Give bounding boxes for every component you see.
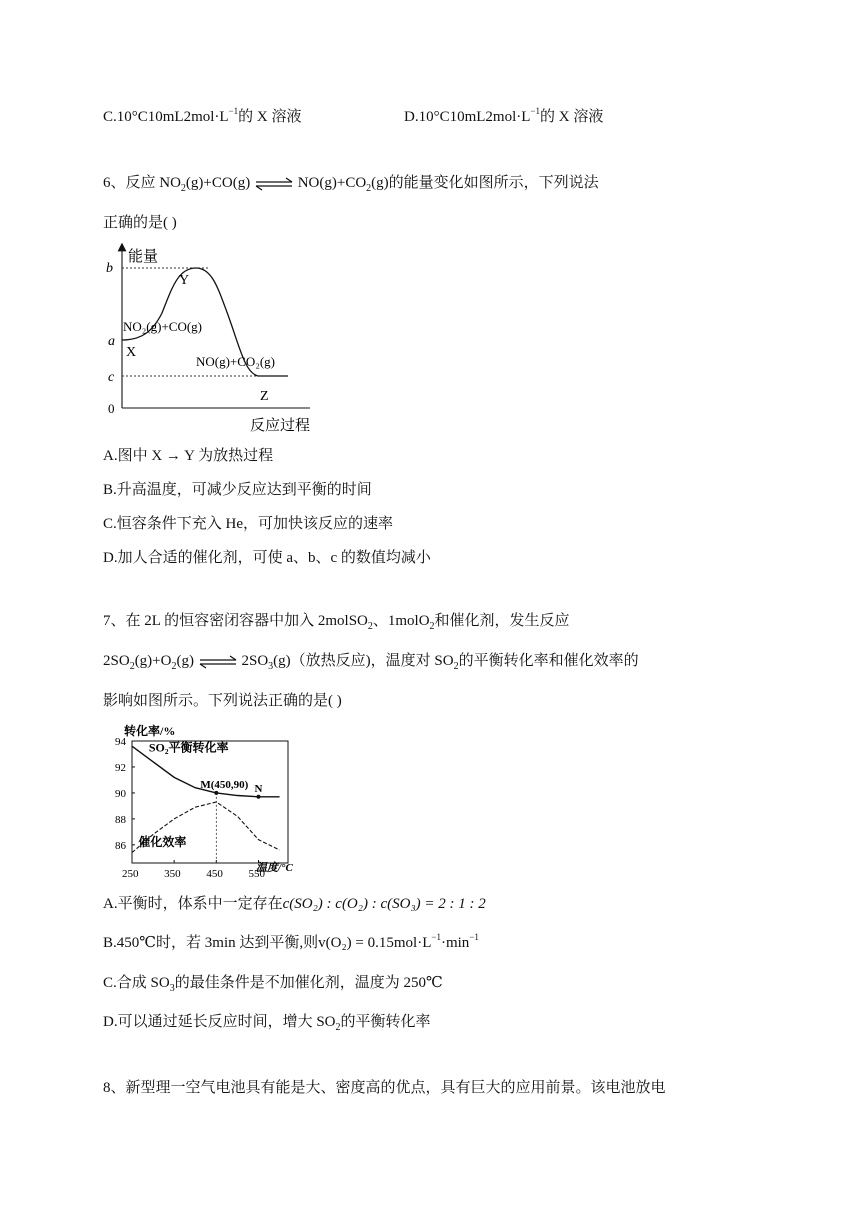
x-tick-label: 550 bbox=[248, 868, 265, 880]
q6-option-c: C.恒容条件下充入 He，可加快该反应的速率 bbox=[103, 516, 393, 532]
x-tick-label: 350 bbox=[164, 868, 181, 880]
q6-option-a: A.图中 X → Y 为放热过程 bbox=[103, 448, 274, 464]
q8-stem: 8、新型理一空气电池具有能是大、密度高的优点，具有巨大的应用前景。该电池放电 bbox=[103, 1080, 666, 1096]
reactants-label: NO₂(g)+CO(g) bbox=[123, 319, 203, 334]
q5-option-d: $D.10^\circ C10mL2mol\cdot L^{-1}$的 X 溶液 bbox=[404, 106, 604, 125]
q7-option-a: A.平衡时，体系中一定存在c(SO₂) : c(O₂) : c(SO₃) = 2 : 1 : 2 bbox=[103, 896, 486, 912]
point-z-label: Z bbox=[260, 389, 269, 404]
energy-ylabel: 能量 bbox=[128, 249, 159, 265]
q7-stem-line2: $2SO_2(g)+O_2(g)$ $2SO_3(g)$（放热反应)，温度对 $SO_2$的平衡转化率和催化效率的 bbox=[103, 653, 639, 672]
x-tick-label: 250 bbox=[122, 868, 139, 880]
point-x-label: X bbox=[126, 345, 137, 360]
energy-xlabel: 反应过程 bbox=[250, 418, 311, 433]
q6-stem-line2: 正确的是( ) bbox=[103, 215, 177, 231]
q6-option-d: D.加人合适的催化剂，可使 a、b、c 的数值均减小 bbox=[103, 550, 431, 566]
origin-label: 0 bbox=[108, 401, 115, 416]
y-tick-label: 90 bbox=[115, 787, 126, 800]
point-n-label: N bbox=[254, 782, 263, 795]
y-tick-label: 88 bbox=[115, 813, 126, 826]
q7-option-b: B.450℃时，若 3min 达到平衡,则$v(O_2) = 0.15mol\cdot L^{-1}\cdot\min^{-1}$ bbox=[103, 932, 479, 951]
y-tick-label: 86 bbox=[115, 839, 126, 852]
series-efficiency-label: 催化效率 bbox=[138, 835, 187, 850]
q6-stem: 6、反应 $NO_2(g)+CO(g)$ $NO(g)+CO_2(g)$的能量变化如图所示，下列说法 bbox=[103, 175, 599, 194]
conversion-chart bbox=[104, 721, 304, 881]
chart-xlabel: 温度/°C bbox=[256, 862, 293, 874]
equilibrium-arrow-icon bbox=[254, 177, 294, 191]
chart-ylabel: 转化率/% bbox=[124, 724, 176, 738]
y-tick-label: 94 bbox=[115, 736, 126, 748]
point-m bbox=[214, 791, 218, 795]
q7-stem-line3: 影响如图所示。下列说法正确的是( ) bbox=[103, 693, 342, 709]
q7-option-c: C.合成 $SO_3$的最佳条件是不加催化剂，温度为 250℃ bbox=[103, 975, 443, 994]
q7-option-d: D.可以通过延长反应时间，增大 $SO_2$的平衡转化率 bbox=[103, 1014, 431, 1033]
series-conversion-label: SO₂平衡转化率 bbox=[148, 740, 229, 755]
level-a-label: a bbox=[108, 334, 115, 349]
point-n bbox=[256, 795, 260, 799]
level-c-label: c bbox=[108, 370, 115, 385]
q5-option-c: $C.10^\circ C10mL2mol\cdot L^{-1}$的 X 溶液 bbox=[103, 106, 302, 125]
energy-diagram bbox=[100, 243, 330, 433]
y-tick-label: 92 bbox=[115, 761, 126, 774]
products-label: NO(g)+CO₂(g) bbox=[196, 354, 276, 369]
q6-option-b: B.升高温度，可减少反应达到平衡的时间 bbox=[103, 482, 372, 498]
x-tick-label: 450 bbox=[206, 868, 223, 880]
equilibrium-arrow-icon bbox=[198, 655, 238, 669]
q7-stem-line1: 7、在 2L 的恒容密闭容器中加入 2molSO$_2$、1molO$_2$和催化剂，发生反应 bbox=[103, 613, 570, 632]
point-y-label: Y bbox=[179, 273, 190, 288]
point-m-label: M(450,90) bbox=[200, 778, 249, 791]
level-b-label: b bbox=[106, 261, 113, 276]
